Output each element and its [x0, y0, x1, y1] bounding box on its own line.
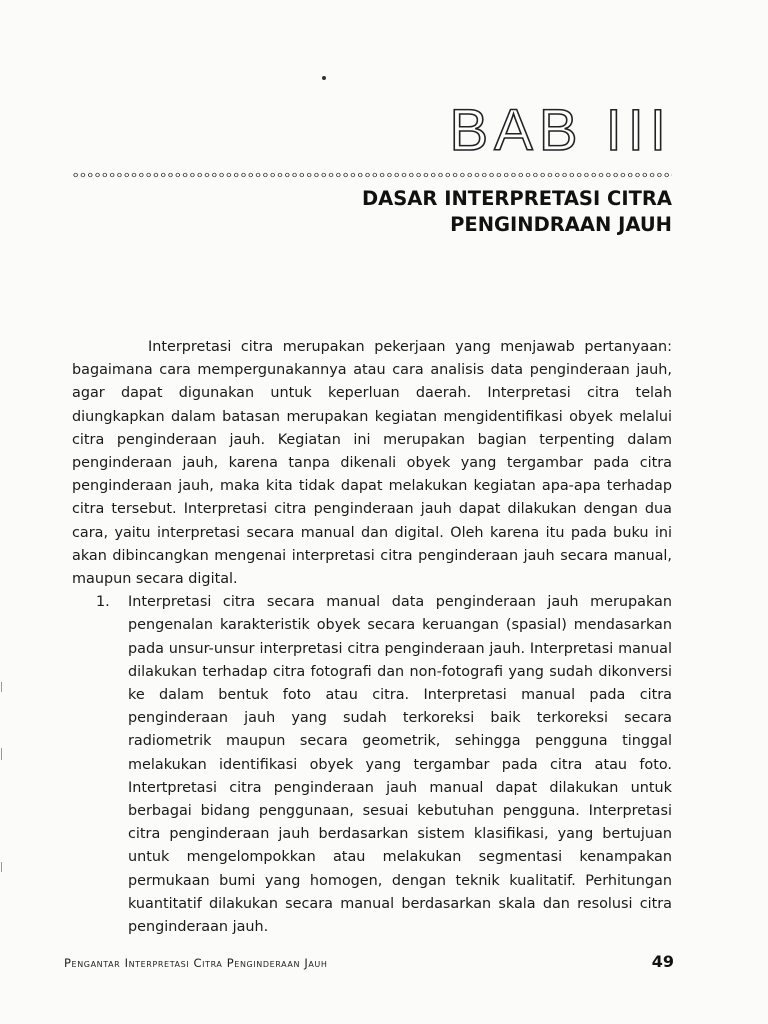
numbered-list	[72, 591, 672, 939]
page-footer	[64, 952, 674, 976]
list-item	[72, 591, 672, 939]
list-item-text: Interpretasi citra secara manual data penginderaan jauh merupakan pengenalan karakteristik obyek secara keruangan (spasial) mendasarkan pada unsur-unsur interpretasi citra penginderaan jauh. Interpretasi manual dilakukan terhadap citra fotografi dan non-fotografi yang sudah dikonversi ke dalam bentuk foto atau citra. Interpretasi manual pada citra penginderaan jauh yang sudah terkoreksi baik terkoreksi secara radiometrik maupun secara geometrik, sehingga pengguna tinggal melakukan identifikasi obyek yang tergambar pada citra atau foto. Intertpretasi citra penginderaan jauh manual dapat dilakukan untuk berbagai bidang penggunaan, sesuai kebutuhan pengguna. Interpretasi citra penginderaan jauh berdasarkan sistem klasifikasi, yang bertujuan untuk mengelompokkan atau melakukan segmentasi kenampakan permukaan bumi yang homogen, dengan teknik kualitatif. Perhitungan kuantitatif dilakukan secara manual berdasarkan skala dan resolusi citra penginderaan jauh.	[128, 594, 672, 936]
scan-mark	[1, 748, 2, 760]
chapter-title	[112, 186, 672, 238]
list-item-number: 1.	[96, 594, 110, 611]
scan-speck	[322, 76, 326, 80]
intro-paragraph: Interpretasi citra merupakan pekerjaan yang menjawab pertanyaan: bagaimana cara mempergunakannya atau cara analisis data penginderaan jauh, agar dapat digunakan untuk keperluan daerah. Interpretasi citra telah diungkapkan dalam batasan merupakan kegiatan mengidentifikasi obyek melalui citra penginderaan jauh. Kegiatan ini merupakan bagian terpenting dalam penginderaan jauh, karena tanpa dikenali obyek yang tergambar pada citra penginderaan jauh, maka kita tidak dapat melakukan kegiatan apa-apa terhadap citra tersebut. Interpretasi citra penginderaan jauh dapat dilakukan dengan dua cara, yaitu interpretasi secara manual dan digital. Oleh karena itu pada buku ini akan dibincangkan mengenai interpretasi citra penginderaan jauh secara manual, maupun secara digital.	[72, 339, 672, 588]
dotted-rule	[72, 172, 672, 178]
page-number: 49	[651, 952, 674, 971]
scan-mark	[1, 862, 2, 872]
chapter-title-line-1: DASAR INTERPRETASI CITRA	[361, 187, 672, 210]
chapter-label: BAB III	[449, 98, 672, 163]
scan-mark	[1, 682, 2, 692]
chapter-title-line-2: PENGINDRAAN JAUH	[450, 213, 672, 236]
running-head: Pengantar Interpretasi Citra Penginderaan Jauh	[64, 956, 328, 970]
body-text	[72, 336, 672, 939]
